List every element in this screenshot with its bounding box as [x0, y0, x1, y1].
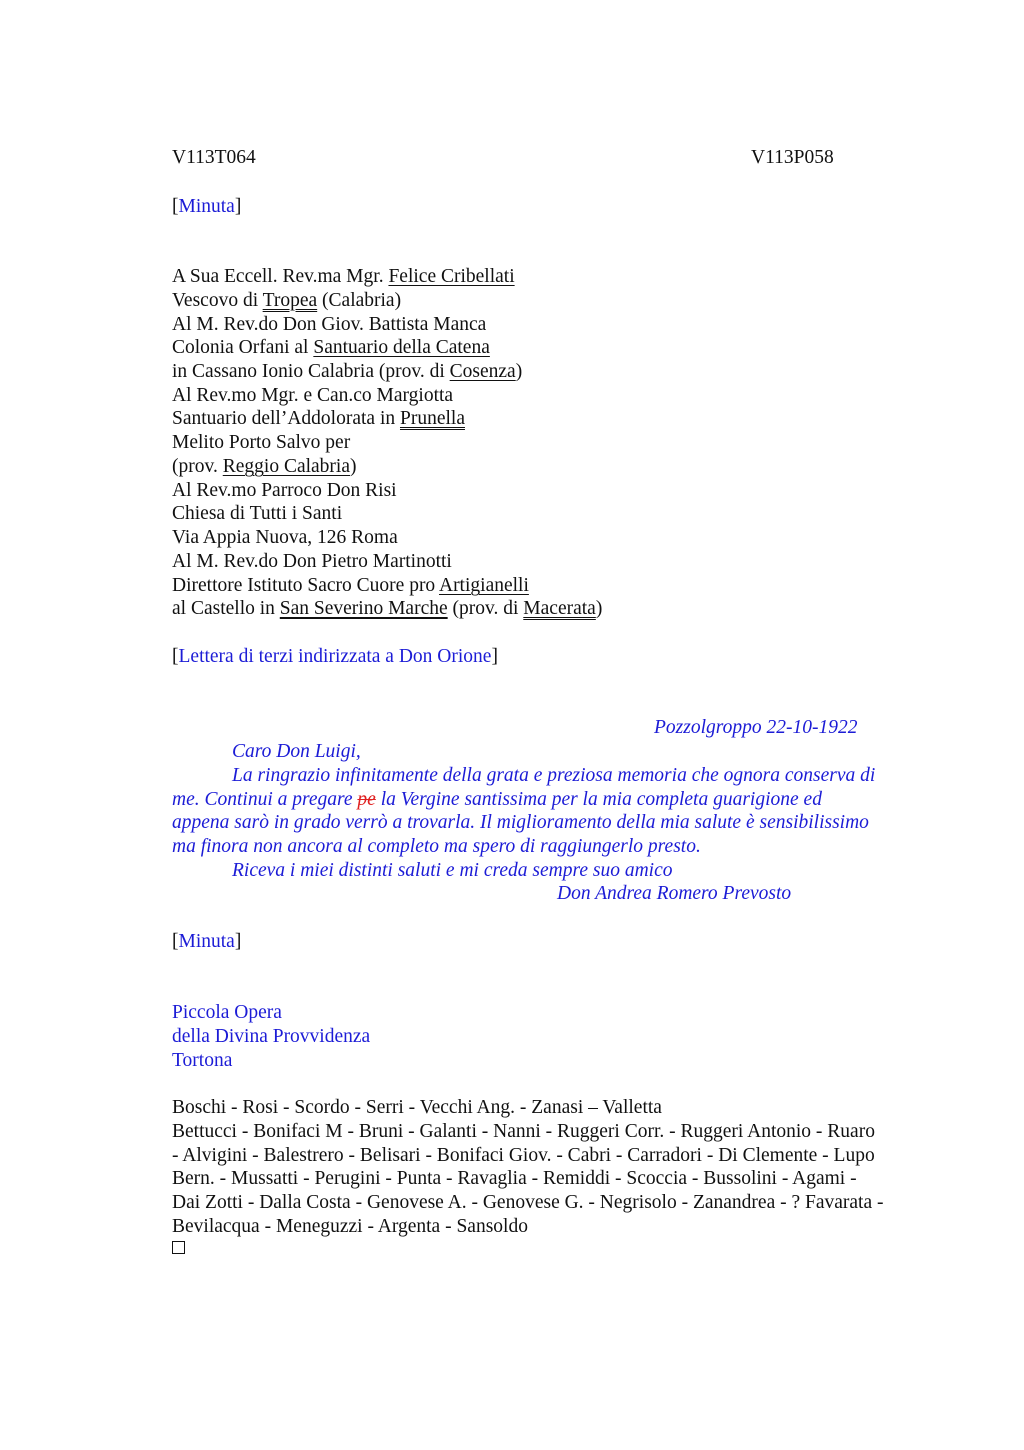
address-text: (Calabria)	[317, 290, 402, 311]
address-text: Colonia Orfani al	[172, 337, 314, 358]
address-line: Chiesa di Tutti i Santi	[172, 503, 343, 524]
double-underlined-place: Macerata	[523, 598, 596, 619]
letter-salutation: Caro Don Luigi,	[232, 741, 361, 762]
letter-closing: Riceva i miei distinti saluti e mi creda sempre suo amico	[232, 860, 673, 881]
underlined-place: San Severino Marche	[279, 598, 448, 619]
names-line: Bettucci - Bonifaci M - Bruni - Galanti - Nanni - Ruggeri Corr. - Ruggeri Antonio - Ruaro	[172, 1121, 875, 1142]
underlined-name: Artigianelli	[438, 575, 529, 596]
address-text: )	[515, 361, 523, 382]
address-text: )	[595, 598, 603, 619]
address-text: )	[350, 456, 357, 477]
address-text: (prov.	[172, 456, 223, 477]
address-line	[172, 289, 401, 313]
address-line: Al M. Rev.do Don Giov. Battista Manca	[172, 314, 487, 335]
letter-body-line	[172, 788, 822, 812]
section-label-text: Minuta	[178, 931, 235, 952]
double-underlined-place: Tropea	[262, 290, 318, 311]
letterhead-line: Tortona	[172, 1050, 233, 1071]
underlined-name: Felice Cribellati	[388, 266, 515, 287]
address-line	[172, 336, 490, 360]
address-line: Via Appia Nuova, 126 Roma	[172, 527, 398, 548]
names-line: - Alvigini - Balestrero - Belisari - Bonifaci Giov. - Cabri - Carradori - Di Clemente - Lupo	[172, 1145, 875, 1166]
address-line	[172, 455, 357, 479]
address-text: (prov. di	[447, 598, 524, 619]
letter-place-date: Pozzolgroppo 22-10-1922	[654, 717, 858, 738]
address-line: Al M. Rev.do Don Pietro Martinotti	[172, 551, 452, 572]
address-text: Santuario dell’Addolorata in	[172, 408, 400, 429]
letter-text: me. Continui a pregare	[172, 789, 358, 810]
address-text: A Sua Eccell. Rev.ma Mgr.	[172, 266, 389, 287]
names-line: Bevilacqua - Meneguzzi - Argenta - Sansoldo	[172, 1216, 528, 1237]
letter-signature: Don Andrea Romero Prevosto	[557, 883, 792, 904]
letter-body-line: La ringrazio infinitamente della grata e preziosa memoria che ognora conserva di	[232, 765, 876, 786]
section-label-minuta-2: [Minuta]	[172, 931, 242, 952]
underlined-place: Cosenza	[449, 361, 516, 382]
document-code-right: V113P058	[751, 147, 834, 168]
address-line	[172, 265, 515, 289]
letterhead-line: Piccola Opera	[172, 1002, 282, 1023]
section-label-minuta: [Minuta]	[172, 196, 242, 217]
address-line	[172, 597, 602, 621]
address-text: al Castello in	[172, 598, 280, 619]
address-text: Vescovo di	[172, 290, 263, 311]
address-line	[172, 574, 529, 598]
names-line: Boschi - Rosi - Scordo - Serri - Vecchi Ang. - Zanasi – Valletta	[172, 1097, 662, 1118]
address-line	[172, 407, 465, 431]
section-label-text: Minuta	[178, 196, 235, 217]
names-line: Bern. - Mussatti - Perugini - Punta - Ravaglia - Remiddi - Scoccia - Bussolini - Agami -	[172, 1168, 857, 1189]
empty-box-glyph	[172, 1241, 185, 1254]
address-text: in Cassano Ionio Calabria (prov. di	[172, 361, 450, 382]
address-line	[172, 360, 522, 384]
double-underlined-place: Prunella	[399, 408, 465, 429]
struck-deletion: pe	[357, 789, 376, 810]
address-line: Al Rev.mo Parroco Don Risi	[172, 480, 397, 501]
section-label-third-party-letter: [Lettera di terzi indirizzata a Don Orione]	[172, 646, 498, 667]
letterhead-line: della Divina Provvidenza	[172, 1026, 371, 1047]
letter-body-line: appena sarò in grado verrò a trovarla. Il miglioramento della mia salute è sensibilissimo	[172, 812, 869, 833]
address-line: Melito Porto Salvo per	[172, 432, 351, 453]
document-code-left: V113T064	[172, 147, 256, 168]
letter-body-line: ma finora non ancora al completo ma spero di raggiungerlo presto.	[172, 836, 701, 857]
names-line: Dai Zotti - Dalla Costa - Genovese A. - Genovese G. - Negrisolo - Zanandrea - ? Favarata -	[172, 1192, 884, 1213]
address-line: Al Rev.mo Mgr. e Can.co Margiotta	[172, 385, 454, 406]
section-label-text: Lettera di terzi indirizzata a Don Orione	[178, 646, 492, 667]
underlined-place: Santuario della Catena	[313, 337, 490, 358]
address-text: Direttore Istituto Sacro Cuore pro	[172, 575, 439, 596]
letter-text: la Vergine santissima per la mia completa guarigione ed	[375, 789, 822, 810]
underlined-place: Reggio Calabria	[222, 456, 350, 477]
